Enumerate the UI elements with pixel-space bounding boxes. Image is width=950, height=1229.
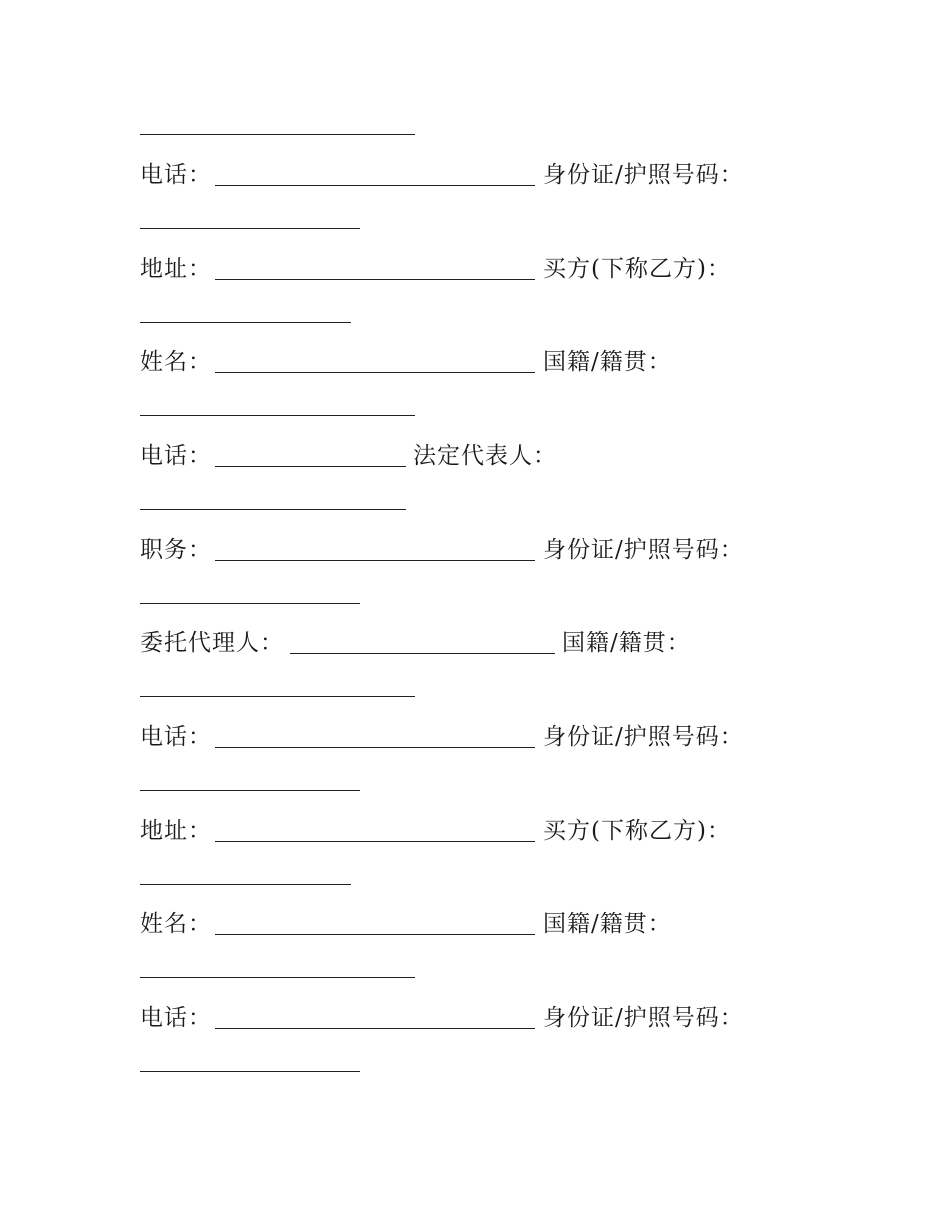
field-label-nationality: 国籍/籍贯： — [543, 911, 672, 937]
name-blank[interactable] — [215, 372, 535, 373]
phone-blank[interactable] — [215, 185, 535, 186]
field-label-buyer: 买方(下称乙方)： — [543, 256, 731, 282]
phone-blank[interactable] — [215, 747, 535, 748]
phone-blank[interactable] — [215, 466, 406, 467]
nationality-blank[interactable] — [140, 977, 415, 978]
field-label-legal-representative: 法定代表人： — [413, 443, 557, 469]
buyer-blank[interactable] — [140, 322, 351, 323]
id-passport-blank[interactable] — [140, 790, 360, 791]
field-label-phone: 电话： — [140, 1005, 212, 1031]
field-label-nationality: 国籍/籍贯： — [543, 349, 672, 375]
field-label-address: 地址： — [140, 818, 212, 844]
legal-representative-blank[interactable] — [140, 509, 406, 510]
field-label-id-passport: 身份证/护照号码： — [543, 537, 744, 563]
name-blank[interactable] — [215, 934, 535, 935]
field-label-phone: 电话： — [140, 162, 212, 188]
phone-blank[interactable] — [215, 1028, 535, 1029]
field-label-name: 姓名： — [140, 911, 212, 937]
address-blank[interactable] — [215, 279, 535, 280]
field-label-phone: 电话： — [140, 724, 212, 750]
field-label-id-passport: 身份证/护照号码： — [543, 724, 744, 750]
blank-line[interactable] — [140, 134, 415, 135]
position-blank[interactable] — [215, 560, 535, 561]
field-label-nationality: 国籍/籍贯： — [562, 630, 691, 656]
address-blank[interactable] — [215, 841, 535, 842]
field-label-agent: 委托代理人： — [140, 630, 284, 656]
agent-blank[interactable] — [290, 653, 555, 654]
buyer-blank[interactable] — [140, 884, 351, 885]
field-label-id-passport: 身份证/护照号码： — [543, 1005, 744, 1031]
field-label-address: 地址： — [140, 256, 212, 282]
id-passport-blank[interactable] — [140, 1071, 360, 1072]
id-passport-blank[interactable] — [140, 228, 360, 229]
id-passport-blank[interactable] — [140, 603, 360, 604]
field-label-phone: 电话： — [140, 443, 212, 469]
nationality-blank[interactable] — [140, 415, 415, 416]
field-label-name: 姓名： — [140, 349, 212, 375]
field-label-buyer: 买方(下称乙方)： — [543, 818, 731, 844]
field-label-position: 职务： — [140, 537, 212, 563]
nationality-blank[interactable] — [140, 696, 415, 697]
field-label-id-passport: 身份证/护照号码： — [543, 162, 744, 188]
